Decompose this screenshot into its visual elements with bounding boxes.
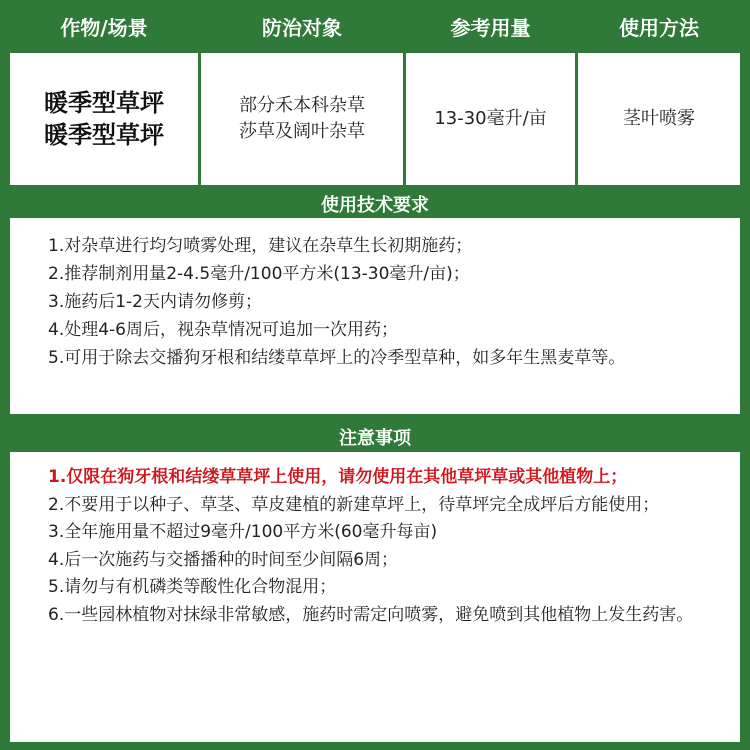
- notes-item-warning: 1.仅限在狗牙根和结缕草草坪上使用，请勿使用在其他草坪草或其他植物上；: [48, 467, 628, 487]
- notes-title: 注意事项: [339, 428, 411, 449]
- method-value: 茎叶喷雾: [623, 108, 695, 129]
- tech-item: 1.对杂草进行均匀喷雾处理，建议在杂草生长初期施药；: [48, 236, 473, 256]
- notes-item: 2.不要用于以种子、草茎、草皮建植的新建草坪上，待草坪完全成坪后方能使用；: [48, 494, 660, 515]
- tech-title: 使用技术要求: [321, 195, 429, 216]
- crop-line: 暖季型草坪: [44, 121, 164, 149]
- method-cell: [578, 53, 740, 185]
- dosage-value: 13-30毫升/亩: [434, 108, 547, 129]
- tech-item: 4.处理4-6周后，视杂草情况可追加一次用药；: [48, 320, 398, 340]
- crop-cell: [10, 53, 198, 185]
- notes-item: 5.请勿与有机磷类等酸性化合物混用；: [48, 577, 337, 597]
- header-method: 使用方法: [619, 15, 699, 40]
- notes-item: 6.一些园林植物对抹绿非常敏感，施药时需定向喷雾，避免喷到其他植物上发生药害。: [48, 604, 694, 625]
- header-dosage: 参考用量: [450, 15, 531, 40]
- header-crop: 作物/场景: [60, 15, 148, 40]
- tech-item: 5.可用于除去交播狗牙根和结缕草草坪上的冷季型草种，如多年生黑麦草等。: [48, 348, 626, 368]
- notes-item: 4.后一次施药与交播播种的时间至少间隔6周；: [48, 549, 399, 570]
- target-line: 部分禾本科杂草: [239, 95, 365, 116]
- tech-item: 2.推荐制剂用量2-4.5毫升/100平方米(13-30毫升/亩)；: [48, 264, 470, 284]
- notes-box: [10, 452, 740, 742]
- header-target: 防治对象: [262, 15, 342, 40]
- crop-line: 暖季型草坪: [44, 89, 164, 117]
- target-cell: [201, 53, 403, 185]
- tech-box: [10, 218, 740, 414]
- tech-item: 3.施药后1-2天内请勿修剪；: [48, 292, 262, 312]
- dosage-cell: [406, 53, 575, 185]
- target-line: 莎草及阔叶杂草: [239, 121, 365, 142]
- notes-item: 3.全年施用量不超过9毫升/100平方米(60毫升每亩): [48, 522, 438, 542]
